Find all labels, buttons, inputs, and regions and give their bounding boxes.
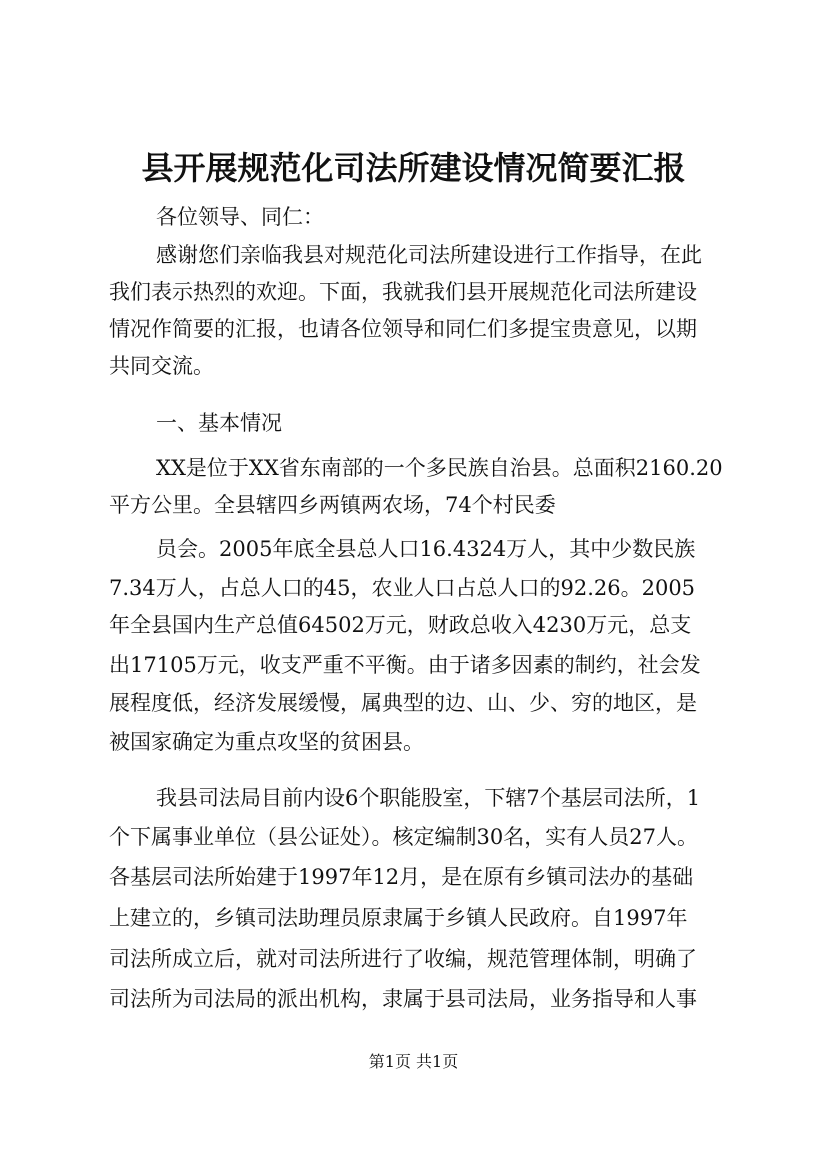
- greeting-line: 各位领导、同仁：: [156, 205, 324, 229]
- body-line: 展程度低，经济发展缓慢，属典型的边、山、少、穷的地区，是: [109, 691, 697, 715]
- body-line: 我们表示热烈的欢迎。下面，我就我们县开展规范化司法所建设: [109, 280, 697, 304]
- body-line: XX是位于XX省东南部的一个多民族自治县。总面积2160.20: [156, 456, 723, 480]
- body-line: 共同交流。: [109, 354, 214, 378]
- body-line: 员会。2005年底全县总人口16.4324万人，其中少数民族: [156, 537, 696, 561]
- body-line: 上建立的，乡镇司法助理员原隶属于乡镇人民政府。自1997年: [109, 906, 688, 930]
- body-line: 我县司法局目前内设6个职能股室，下辖7个基层司法所，1: [156, 786, 701, 810]
- body-line: 各基层司法所始建于1997年12月，是在原有乡镇司法办的基础: [109, 865, 694, 889]
- document-title: 县开展规范化司法所建设情况简要汇报: [141, 149, 686, 187]
- body-line: 7.34万人，占总人口的45，农业人口占总人口的92.26。2005: [109, 576, 696, 600]
- body-line: 年全县国内生产总值64502万元，财政总收入4230万元，总支: [109, 613, 692, 637]
- section-heading: 一、基本情况: [156, 411, 282, 435]
- body-line: 出17105万元，收支严重不平衡。由于诸多因素的制约，社会发: [109, 653, 701, 677]
- body-line: 司法所为司法局的派出机构，隶属于县司法局，业务指导和人事: [109, 987, 697, 1011]
- body-line: 情况作简要的汇报，也请各位领导和同仁们多提宝贵意见，以期: [109, 317, 697, 341]
- body-line: 平方公里。全县辖四乡两镇两农场，74个村民委: [109, 493, 556, 517]
- body-line: 司法所成立后，就对司法所进行了收编，规范管理体制，明确了: [109, 947, 697, 971]
- body-line: 被国家确定为重点攻坚的贫困县。: [109, 730, 424, 754]
- body-line: 感谢您们亲临我县对规范化司法所建设进行工作指导，在此: [156, 243, 702, 267]
- body-line: 个下属事业单位（县公证处）。核定编制30名，实有人员27人。: [109, 825, 698, 849]
- page-footer: 第1页 共1页: [368, 1052, 459, 1071]
